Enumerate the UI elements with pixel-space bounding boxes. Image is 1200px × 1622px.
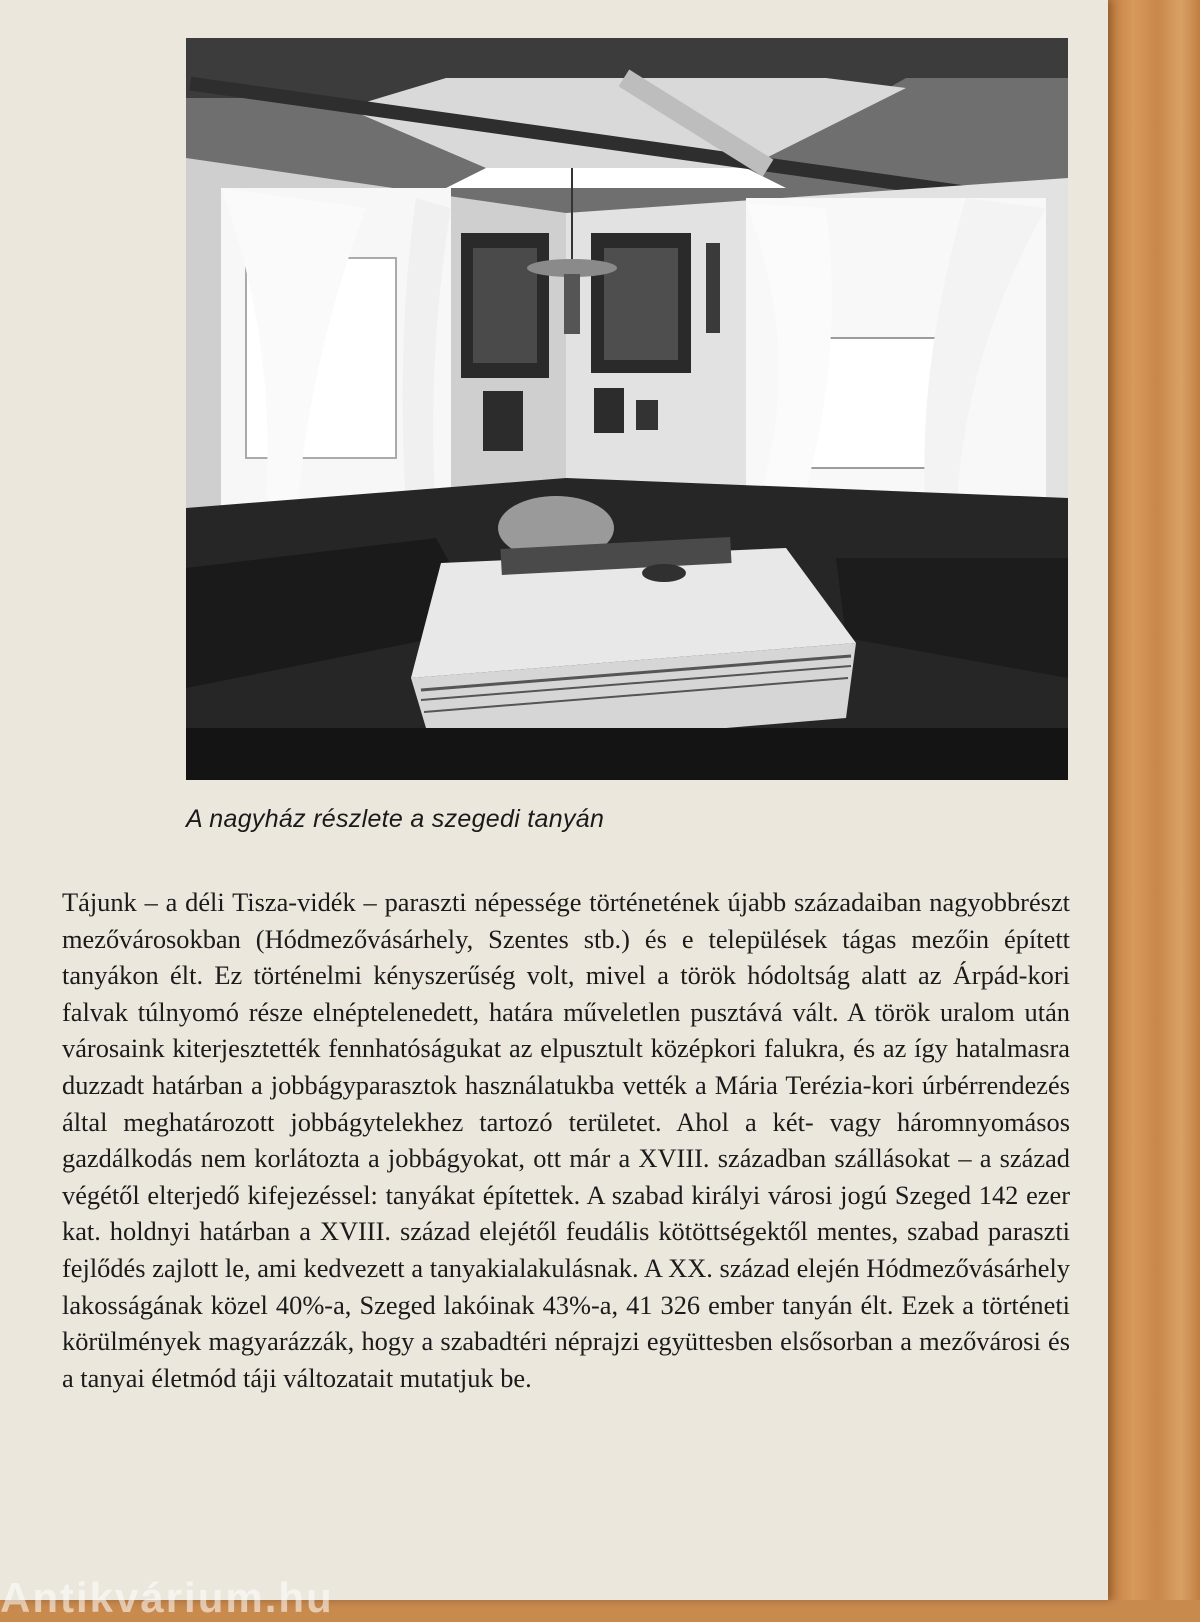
body-paragraph: Tájunk – a déli Tisza-vidék – paraszti népessége történetének újabb századaiban nagyobbrészt mezővárosokban (Hódmezővásárhely, Szentes stb.) és e települések tágas mezőin épített tanyákon élt. Ez történelmi kényszerűség volt, mivel a török hódoltság alatt az Árpád-kori falvak túlnyomó része elnéptelenedett, határa műveletlen pusztává vált. A török uralom után városaink kiterjesztették fennhatóságukat az elpusztult középkori falukra, és az így hatalmasra duzzadt határban a jobbágyparasztok használatukba vették a Mária Terézia-kori úrbérrendezés által meghatározott jobbágytelekhez tartozó területet. Ahol a két- vagy háromnyomásos gazdálkodás nem korlátozta a jobbágyokat, ott már a XVIII. században szállásokat – a század végétől elterjedő kifejezéssel: tanyákat építettek. A szabad királyi városi jogú Szeged 142 ezer kat. holdnyi határban a XVIII. század elejétől feudális kötöttségektől mentes, szabad paraszti fejlődés zajlott le, ami kedvezett a tanyakialakulásnak. A XX. század elején Hódmezővásárhely lakosságának közel 40%-a, Szeged lakóinak 43%-a, 41 326 ember tanyán élt. Ezek a történeti körülmények magyarázzák, hogy a szabadtéri néprajzi együttesben elsősorban a mezővárosi és a tanyai életmód táji változatait mutatjuk be.: [62, 887, 1070, 1393]
photo-caption: A nagyház részlete a szegedi tanyán: [186, 805, 605, 833]
wooden-table-background: [1105, 0, 1200, 1600]
nagyhaz-interior-photo: [186, 38, 1068, 780]
watermark: Antikvárium.hu: [0, 1574, 334, 1621]
